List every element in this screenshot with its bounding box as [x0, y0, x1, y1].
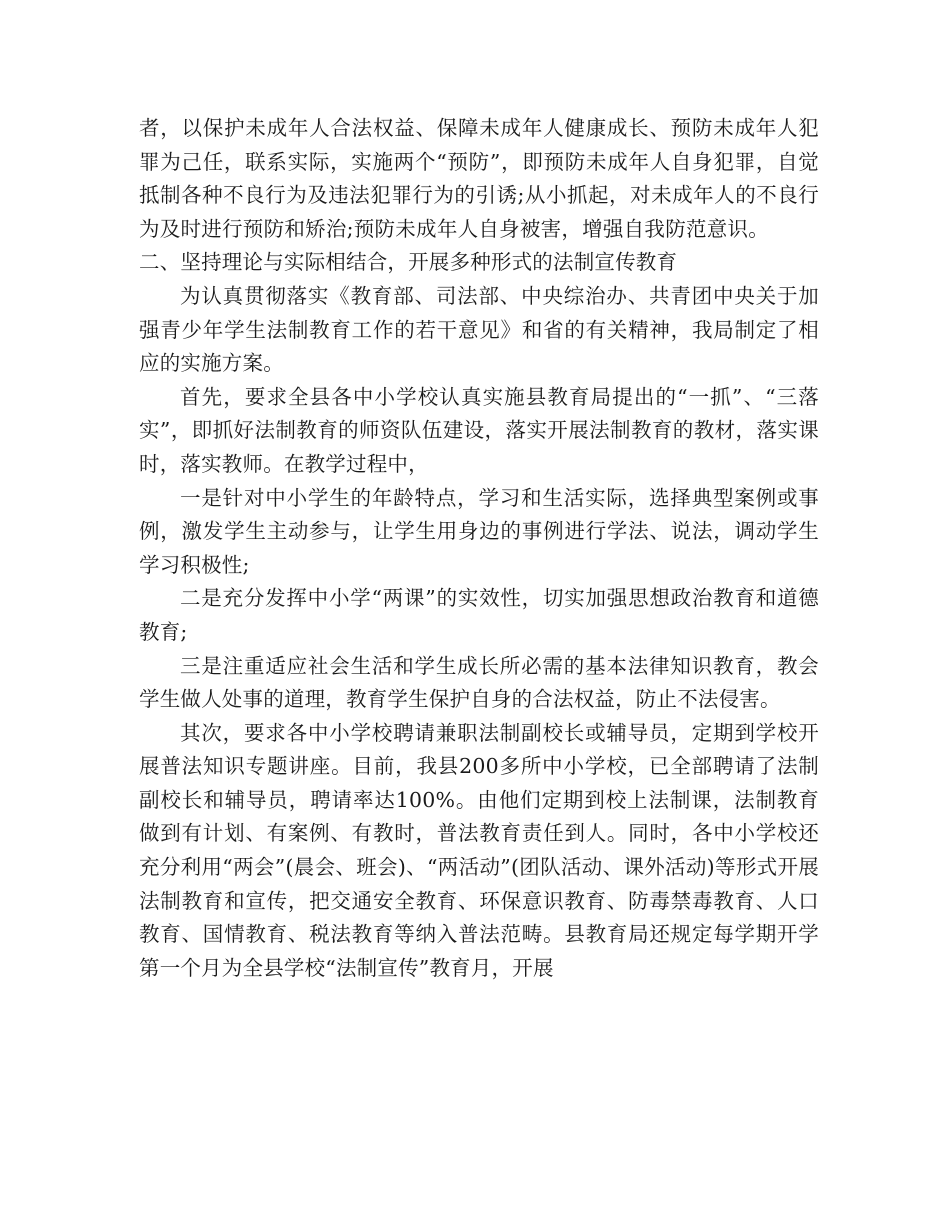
paragraph-3: 首先，要求全县各中小学校认真实施县教育局提出的“一抓”、“三落实”，即抓好法制教育的师资队伍建设，落实开展法制教育的教材，落实课时，落实教师。在教学过程中，	[139, 384, 819, 476]
paragraph-6: 三是注重适应社会生活和学生成长所必需的基本法律知识教育，教会学生做人处事的道理，教育学生保护自身的合法权益，防止不法侵害。	[139, 653, 819, 712]
paragraph-1	[139, 112, 819, 280]
paragraph-2: 为认真贯彻落实《教育部、司法部、中央综治办、共青团中央关于加强青少年学生法制教育工作的若干意见》和省的有关精神，我局制定了相应的实施方案。	[139, 283, 819, 376]
section-heading-2: 二、坚持理论与实际相结合，开展多种形式的法制宣传教育	[139, 250, 678, 275]
paragraph-7: 其次，要求各中小学校聘请兼职法制副校长或辅导员，定期到学校开展普法知识专题讲座。目前，我县200多所中小学校，已全部聘请了法制副校长和辅导员，聘请率达100%。由他们定期到校上法制课，法制教育做到有计划、有案例、有教时，普法教育责任到人。同时，各中小学校还充分利用“两会”(晨会、班会)、“两活动”(团队活动、课外活动)等形式开展法制教育和宣传，把交通安全教育、环保意识教育、防毒禁毒教育、人口教育、国情教育、税法教育等纳入普法范畴。县教育局还规定每学期开学第一个月为全县学校“法制宣传”教育月，开展	[139, 720, 819, 980]
document-body	[139, 112, 819, 985]
paragraph-4: 一是针对中小学生的年龄特点，学习和生活实际，选择典型案例或事例，激发学生主动参与，让学生用身边的事例进行学法、说法，调动学生学习积极性;	[139, 485, 819, 577]
paragraph-1-text: 者，以保护未成年人合法权益、保障未成年人健康成长、预防未成年人犯罪为己任，联系实际，实施两个“预防”，即预防未成年人自身犯罪，自觉抵制各种不良行为及违法犯罪行为的引诱;从小抓起，对未成年人的不良行为及时进行预防和矫治;预防未成年人自身被害，增强自我防范意识。	[139, 116, 819, 241]
paragraph-5: 二是充分发挥中小学“两课”的实效性，切实加强思想政治教育和道德教育;	[139, 586, 819, 644]
